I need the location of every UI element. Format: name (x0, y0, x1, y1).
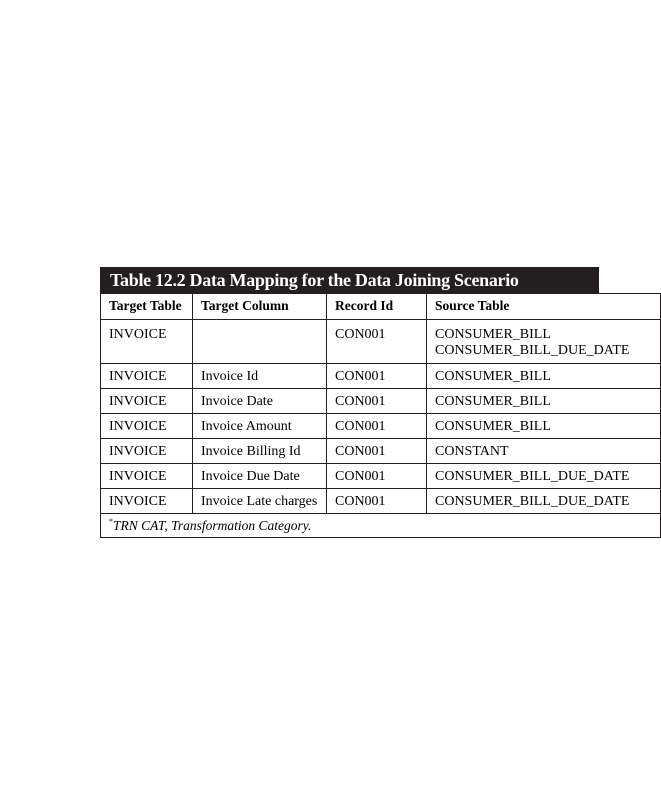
data-mapping-table-container (100, 267, 630, 538)
cell-target-column: Invoice Late charges (193, 489, 327, 514)
cell-source-table: CONSUMER_BILL_DUE_DATE (427, 464, 661, 489)
cell-record-id: CON001 (327, 439, 427, 464)
footnote-row (101, 514, 661, 538)
table-row (101, 414, 661, 439)
cell-source-table: CONSUMER_BILL (427, 414, 661, 439)
cell-record-id: CON001 (327, 389, 427, 414)
source-table-line: CONSUMER_BILL_DUE_DATE (435, 343, 630, 358)
source-table-line: CONSUMER_BILL (435, 327, 551, 342)
cell-source-table: CONSUMER_BILL (427, 364, 661, 389)
footnote-text: TRN CAT, Transformation Category. (113, 518, 312, 533)
cell-target-table: INVOICE (101, 439, 193, 464)
cell-record-id: CON001 (327, 489, 427, 514)
cell-target-table: INVOICE (101, 464, 193, 489)
data-mapping-table (100, 293, 661, 538)
table-header-row (101, 294, 661, 320)
table-row (101, 320, 661, 364)
cell-source-table: CONSUMER_BILL (427, 389, 661, 414)
table-row (101, 464, 661, 489)
footnote-mark: * (109, 517, 113, 526)
cell-record-id: CON001 (327, 364, 427, 389)
cell-target-column: Invoice Date (193, 389, 327, 414)
header-target-table: Target Table (101, 294, 193, 320)
cell-source-table: CONSUMER_BILL_DUE_DATE (427, 489, 661, 514)
cell-target-table: INVOICE (101, 489, 193, 514)
header-target-column: Target Column (193, 294, 327, 320)
cell-source-table: CONSTANT (427, 439, 661, 464)
cell-target-table: INVOICE (101, 389, 193, 414)
cell-target-column: Invoice Amount (193, 414, 327, 439)
table-row (101, 389, 661, 414)
header-record-id: Record Id (327, 294, 427, 320)
cell-target-table: INVOICE (101, 364, 193, 389)
table-row (101, 489, 661, 514)
header-source-table: Source Table (427, 294, 661, 320)
cell-target-column: Invoice Id (193, 364, 327, 389)
cell-source-table (427, 320, 661, 364)
cell-target-column: Invoice Billing Id (193, 439, 327, 464)
cell-target-column (193, 320, 327, 364)
table-footnote (101, 514, 661, 538)
cell-target-column: Invoice Due Date (193, 464, 327, 489)
table-row (101, 439, 661, 464)
cell-record-id: CON001 (327, 414, 427, 439)
cell-target-table: INVOICE (101, 414, 193, 439)
cell-record-id: CON001 (327, 320, 427, 364)
cell-record-id: CON001 (327, 464, 427, 489)
cell-target-table: INVOICE (101, 320, 193, 364)
table-title: Table 12.2 Data Mapping for the Data Joining Scenario (100, 267, 599, 293)
table-row (101, 364, 661, 389)
